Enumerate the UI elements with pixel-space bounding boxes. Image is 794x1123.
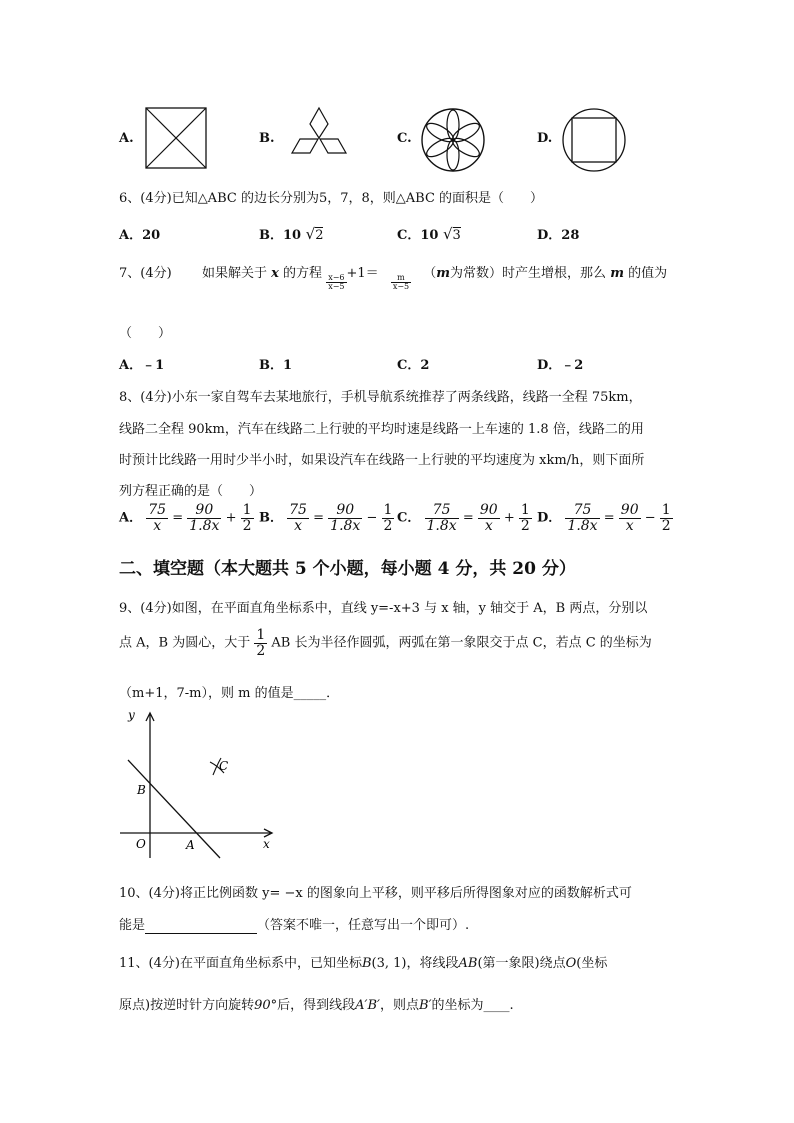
frac-den: x (153, 517, 162, 534)
x-axis-label: x (263, 837, 270, 851)
q6-option-a-label: A． (119, 228, 143, 243)
frac-num: 1 (242, 502, 252, 518)
q8-line-3: 时预计比线路一用时少半小时，如果设汽车在线路一上行驶的平均速度为 xkm/h，则下面所 (119, 453, 645, 468)
q7-text-mid: 的方程 (283, 266, 323, 281)
operator: + (503, 510, 515, 526)
frac-den: 1.8x (330, 517, 361, 534)
q7-fraction-2-denominator: x−5 (392, 282, 410, 291)
operator: − (644, 510, 656, 526)
q10-line-1-text: 将正比例函数 y= −x 的图象向上平移，则平移后所得图象对应的函数解析式可 (179, 886, 632, 901)
q6-option-c (397, 224, 461, 243)
operator: − (366, 510, 378, 526)
q11-text: (坐标 (576, 956, 608, 971)
frac-num: 90 (328, 503, 362, 519)
answer-blank[interactable] (145, 918, 257, 934)
q11-coords: (3, 1) (371, 956, 407, 971)
q6-number: 6、(4分) (119, 191, 172, 206)
q7-var-x: x (271, 266, 279, 281)
flower-circle-figure (420, 107, 486, 173)
q8-line-1 (119, 386, 642, 405)
frac-den: 1.8x (189, 517, 220, 534)
q11-angle: 90° (254, 998, 278, 1013)
frac-num: 90 (479, 502, 498, 518)
q10-number: 10、(4分) (119, 886, 180, 901)
q11-text: (第一象限)绕点 (477, 956, 566, 971)
q11-text: 原点)按逆时针方向旋转 (119, 998, 255, 1013)
frac (519, 503, 532, 533)
q7-option-b-value: 1 (283, 358, 293, 373)
q7-option-d (537, 354, 583, 373)
point-c-label: C (219, 759, 229, 773)
operator: + (225, 510, 237, 526)
frac-num: 1 (256, 627, 266, 643)
frac-den: 2 (256, 642, 266, 659)
q7-option-a-value: ﹣1 (142, 358, 165, 373)
frac-num: 1 (520, 502, 530, 518)
q7-option-c (397, 354, 429, 373)
q9-coordinate-figure (110, 708, 280, 868)
q8-option-b-label: B． (259, 510, 283, 526)
q7-option-b (259, 354, 292, 373)
frac (425, 503, 459, 533)
q7-fraction-1-denominator: x−5 (328, 282, 345, 291)
q10-line-1 (119, 882, 632, 901)
q6-option-b-label: B． (259, 228, 283, 243)
q5-option-d-label: D. (537, 131, 553, 146)
q8-line-1-text: 小东一家自驾车去某地旅行，手机导航系统推荐了两条线路，线路一全程 75km， (171, 390, 642, 405)
q9-line-1 (119, 597, 647, 616)
frac-den: 1.8x (426, 517, 457, 534)
q5-option-b-label: B. (259, 131, 275, 146)
q6-option-b-value: 10 (283, 228, 302, 243)
q8-option-c: C． $\frac{75}{1.8x}$ = $\frac{90}{x}$ + $\frac{1}{2}$ (397, 502, 530, 534)
q11-var: B′ (419, 998, 432, 1013)
q11-text: 在平面直角坐标系中，已知坐标 (179, 956, 362, 971)
q6-option-d-value: 28 (561, 228, 580, 243)
frac (478, 503, 500, 533)
frac (287, 503, 309, 533)
y-axis-label: y (128, 708, 135, 722)
q5-option-c-label: C. (397, 131, 412, 146)
q6-option-c-radicand: 3 (452, 228, 461, 243)
frac-num: 75 (565, 503, 599, 519)
q7-text-end: 的值为 (628, 266, 668, 281)
section-2-title: 二、填空题（本大题共 5 个小题，每小题 4 分，共 20 分） (119, 559, 576, 579)
q8-line-4: 列方程正确的是（ ） (119, 484, 263, 499)
square-with-diagonals-figure (145, 107, 207, 169)
q9-line-3: （m+1，7-m），则 m 的值是_____． (119, 686, 340, 701)
frac (565, 503, 599, 533)
q7-option-d-value: ﹣2 (561, 358, 584, 373)
q7-text-post: 为常数）时产生增根，那么 (450, 266, 607, 281)
q11-line-2 (119, 994, 514, 1013)
frac-den: 1.8x (567, 517, 598, 534)
frac (187, 503, 221, 533)
q11-number: 11、(4分) (119, 956, 180, 971)
q11-text: ，将线段 (406, 956, 459, 971)
q8-option-d: D． $\frac{75}{1.8x}$ = $\frac{90}{x}$ − $\frac{1}{2}$ (537, 502, 671, 534)
point-a-label: A (186, 838, 195, 852)
q7-fraction-1 (326, 274, 346, 292)
q5-option-a-label: A. (119, 131, 134, 146)
q6-option-d (537, 224, 579, 243)
q11-text: 的坐标为____. (431, 998, 514, 1013)
sqrt-sign: √ (442, 225, 453, 243)
q10-line-2-pre: 能是 (119, 918, 146, 933)
frac-num: 1 (661, 502, 671, 518)
frac (660, 503, 673, 533)
q7-paren-open: （ (423, 266, 437, 281)
q8-option-a: A． $\frac{75}{x}$ = $\frac{90}{1.8x}$ + $\frac{1}{2}$ (119, 502, 252, 534)
q7-fraction-1-numerator: x−6 (328, 272, 345, 282)
q7-fraction-2 (391, 274, 411, 292)
q7-plus-one: +1＝ (346, 266, 379, 281)
q8-option-b: B． $\frac{75}{x}$ = $\frac{90}{1.8x}$ − $\frac{1}{2}$ (259, 502, 393, 534)
q7-option-a-label: A． (119, 358, 143, 373)
q7-text-pre: 如果解关于 (201, 266, 267, 281)
square-in-circle-figure (561, 107, 627, 173)
frac-den: 2 (383, 517, 393, 534)
q11-line-1 (119, 952, 607, 971)
q9-line-2-post: AB 长为半径作圆弧，两弧在第一象限交于点 C，若点 C 的坐标为 (271, 635, 652, 651)
q10-line-2-post: （答案不唯一，任意写出一个即可）. (257, 918, 470, 933)
q7-var-m-2: m (610, 266, 624, 281)
frac-num: 1 (383, 502, 393, 518)
point-b-label: B (137, 783, 146, 797)
q9-line-2-pre: 点 A，B 为圆心，大于 (119, 635, 251, 651)
q7-var-m: m (436, 266, 451, 281)
q8-line-2: 线路二全程 90km，汽车在线路二上行驶的平均时速是线路一上车速的 1.8 倍，线路二的用 (119, 422, 644, 437)
frac-num: 90 (620, 502, 639, 518)
origin-label: O (136, 837, 146, 851)
frac-den: x (625, 517, 634, 534)
frac-den: x (484, 517, 493, 534)
frac (146, 503, 168, 533)
frac-den: 2 (520, 517, 530, 534)
q6-option-a-value: 20 (142, 228, 161, 243)
q7-stem (119, 262, 668, 291)
q8-option-a-label: A． (119, 510, 143, 526)
q9-line-2 (119, 628, 652, 658)
q6-option-b (259, 224, 323, 243)
q7-option-c-value: 2 (420, 358, 430, 373)
q7-option-d-label: D． (537, 358, 562, 373)
q6-option-c-label: C． (397, 228, 421, 243)
frac-num: 75 (425, 503, 459, 519)
q6-option-b-radicand: 2 (315, 228, 324, 243)
frac (328, 503, 362, 533)
q7-fraction-2-numerator: m (391, 274, 411, 283)
q11-var: AB (458, 956, 478, 971)
q7-option-b-label: B． (259, 358, 283, 373)
three-rhombus-figure (282, 106, 356, 170)
frac-num: 75 (289, 502, 307, 518)
q6-option-a (119, 224, 160, 243)
frac (241, 503, 254, 533)
q8-option-c-label: C． (397, 510, 421, 526)
q7-paren: （ ） (119, 326, 172, 341)
frac-den: 2 (661, 517, 671, 534)
q7-option-c-label: C． (397, 358, 421, 373)
q6-option-d-label: D． (537, 228, 562, 243)
q6-stem (119, 187, 543, 206)
q6-option-c-value: 10 (420, 228, 439, 243)
frac (619, 503, 641, 533)
q11-var: A′B′ (355, 998, 380, 1013)
q11-var: O (565, 956, 577, 971)
frac-den: x (294, 517, 302, 534)
q11-text: 后，得到线段 (277, 998, 356, 1013)
q6-text: 已知△ABC 的边长分别为5，7，8，则△ABC 的面积是（ ） (171, 191, 544, 206)
q7-number: 7、(4分) (119, 266, 172, 281)
frac-num: 75 (148, 502, 167, 518)
q11-var: B (361, 956, 372, 971)
q9-line-1-text: 如图，在平面直角坐标系中，直线 y=-x+3 与 x 轴，y 轴交于 A，B 两点，分别以 (171, 601, 648, 616)
q8-option-d-label: D． (537, 510, 562, 526)
q10-line-2 (119, 914, 469, 934)
frac-den: 2 (242, 517, 252, 534)
q9-number: 9、(4分) (119, 601, 172, 616)
frac-num: 90 (187, 503, 221, 519)
one-half-fraction (254, 628, 267, 658)
frac (382, 503, 395, 533)
q11-text: ，则点 (380, 998, 420, 1013)
sqrt-sign: √ (305, 225, 316, 243)
q7-option-a (119, 354, 164, 373)
q8-number: 8、(4分) (119, 390, 172, 405)
